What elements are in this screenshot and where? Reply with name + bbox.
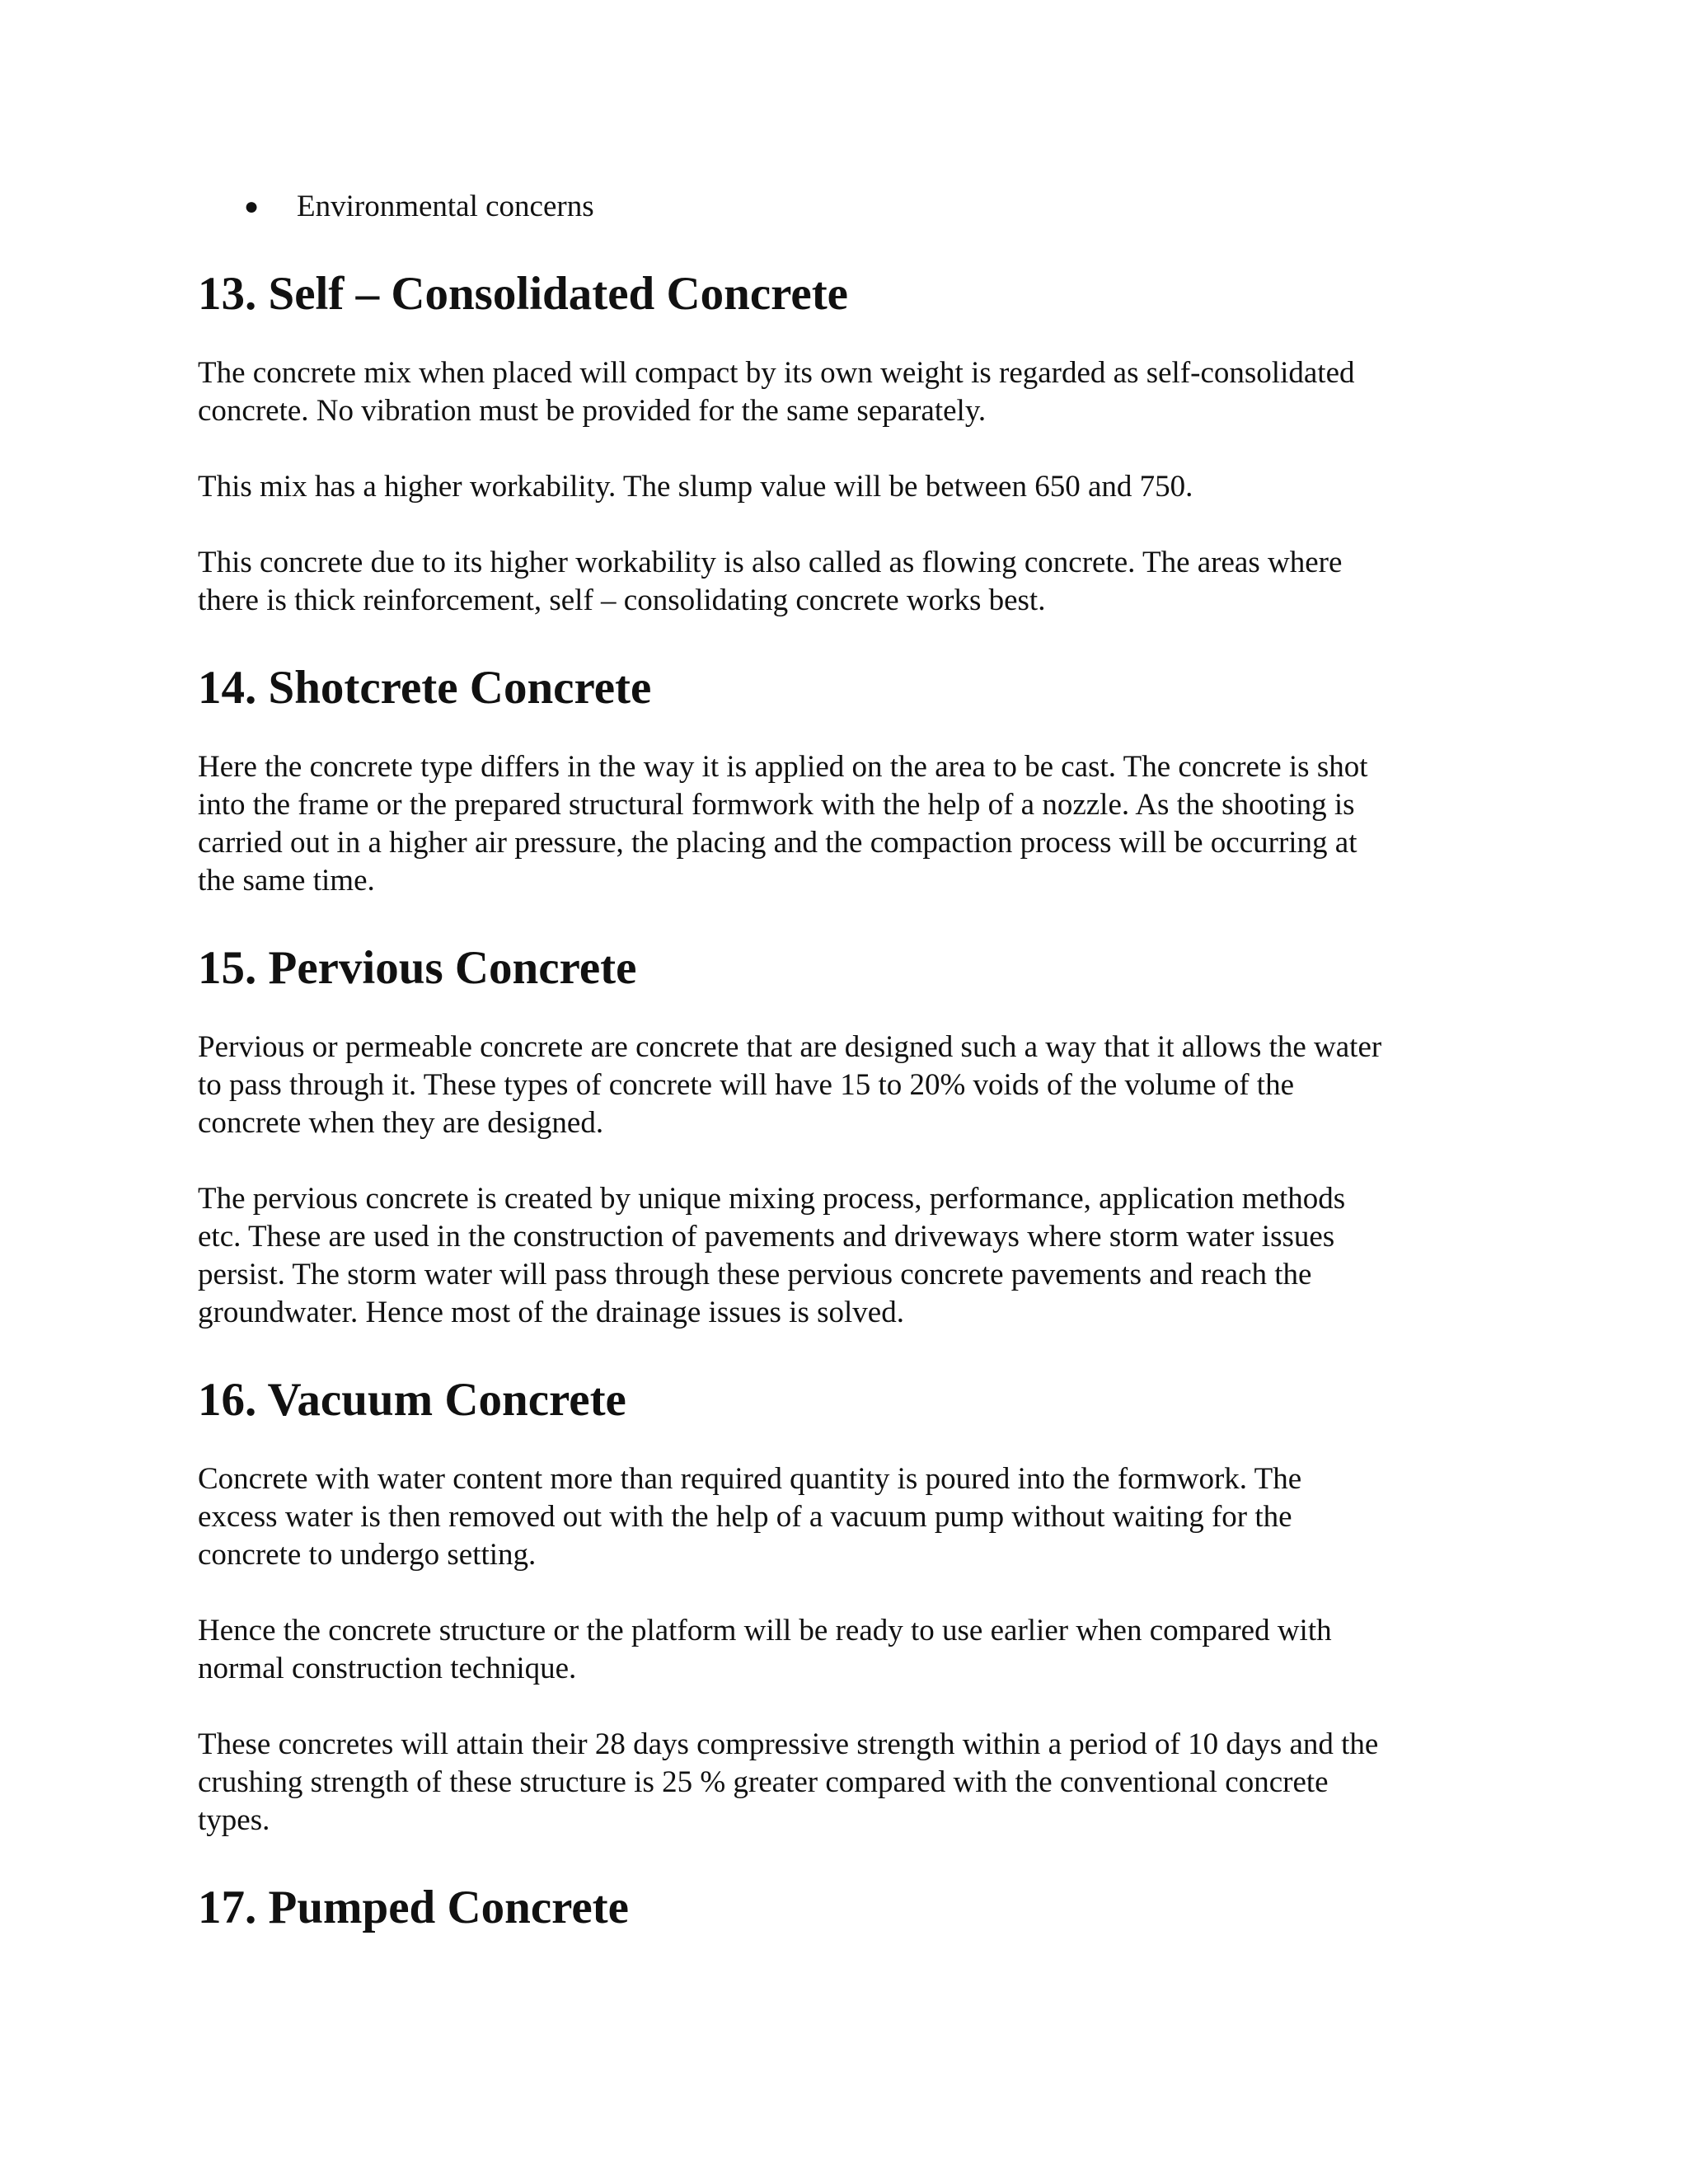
section-pumped [198,1881,1492,1935]
paragraph: This mix has a higher workability. The slump value will be between 650 and 750. [198,470,1193,504]
bullet-text: Environmental concerns [297,190,594,223]
paragraph: Here the concrete type differs in the way it is applied on the area to be cast. The concrete is shot into the frame or the prepared structural formwork with the help of a nozzle. As the shooting is carried out in a higher air pressure, the placing and the compaction process will be occurring at the same time. [198,750,1368,898]
section-pervious [198,941,1492,1332]
section-shotcrete [198,661,1492,900]
bullet-dot-icon: ● [244,193,260,220]
section-heading: 14. Shotcrete Concrete [198,662,652,714]
section-heading: 13. Self – Consolidated Concrete [198,268,848,320]
paragraph: This concrete due to its higher workability is also called as flowing concrete. The areas where there is thick reinforcement, self – consolidating concrete works best. [198,546,1343,617]
paragraph: These concretes will attain their 28 days compressive strength within a period of 10 days and the crushing strength of these structure is 25 % greater compared with the conventional concrete types. [198,1727,1379,1837]
document-body [198,188,1492,1935]
section-heading: 16. Vacuum Concrete [198,1374,626,1426]
paragraph: Hence the concrete structure or the platform will be ready to use earlier when compared with normal construction technique. [198,1614,1332,1685]
paragraph: The concrete mix when placed will compact by its own weight is regarded as self-consolidated concrete. No vibration must be provided for the same separately. [198,356,1355,428]
paragraph: Pervious or permeable concrete are concrete that are designed such a way that it allows the water to pass through it. These types of concrete will have 15 to 20% voids of the volume of the concrete when they are designed. [198,1030,1382,1140]
paragraph: The pervious concrete is created by unique mixing process, performance, application methods etc. These are used in the construction of pavements and driveways where storm water issues persist. The storm water will pass through these pervious concrete pavements and reach the groundwater. Hence most of the drainage issues is solved. [198,1182,1346,1329]
section-vacuum [198,1373,1492,1840]
bullet-item [198,188,1492,226]
section-self-consolidated [198,267,1492,620]
bullet-list [198,188,1492,226]
section-heading: 17. Pumped Concrete [198,1882,629,1933]
paragraph: Concrete with water content more than required quantity is poured into the formwork. The excess water is then removed out with the help of a vacuum pump without waiting for the concrete to undergo setting. [198,1462,1302,1572]
section-heading: 15. Pervious Concrete [198,942,637,994]
